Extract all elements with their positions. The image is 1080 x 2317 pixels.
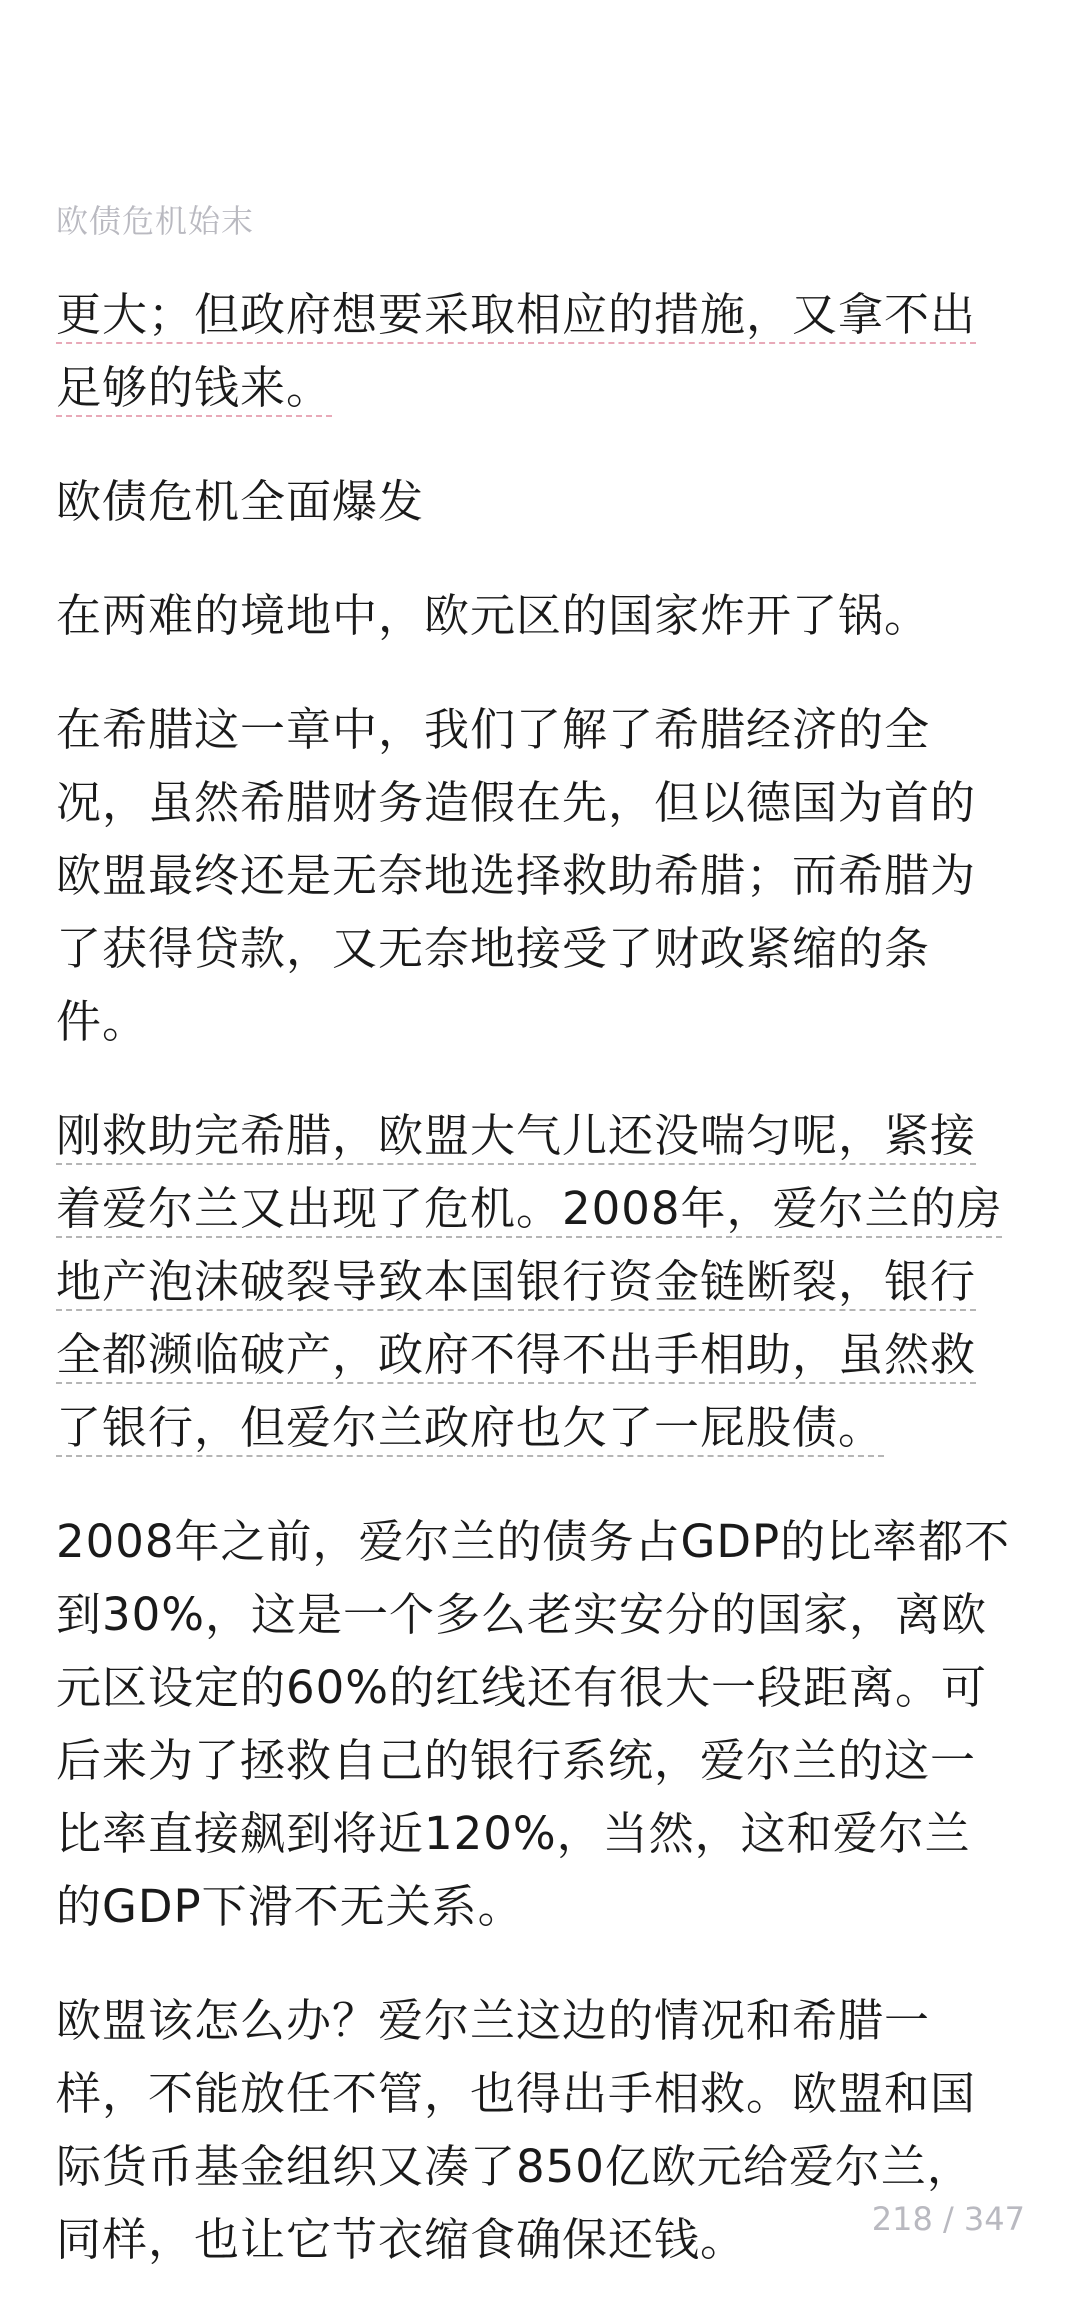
section-heading[interactable]: 欧债危机全面爆发 (56, 475, 425, 528)
paragraph-3[interactable]: 在两难的境地中，欧元区的国家炸开了锅。 (56, 589, 931, 642)
highlighted-text[interactable]: 更大；但政府想要采取相应的措施，又拿不出足够的钱来。 (56, 288, 977, 414)
paragraph-4[interactable]: 在希腊这一章中，我们了解了希腊经济的全况，虽然希腊财务造假在先，但以德国为首的欧盟最终还是无奈地选择救助希腊；而希腊为了获得贷款，又无奈地接受了财政紧缩的条件。 (56, 703, 977, 1048)
paragraph-7[interactable]: 欧盟该怎么办？爱尔兰这边的情况和希腊一样，不能放任不管，也得出手相救。欧盟和国际货币基金组织又凑了850亿欧元给爱尔兰，同样，也让它节衣缩食确保还钱。 (56, 1994, 977, 2266)
page-indicator: 218 / 347 (871, 2200, 1025, 2238)
paragraph-5[interactable] (56, 1099, 1016, 1464)
paragraph-1[interactable] (56, 278, 1016, 424)
reader-content[interactable] (56, 278, 1016, 2317)
chapter-title: 欧债危机始末 (56, 202, 255, 240)
paragraph-6[interactable]: 2008年之前，爱尔兰的债务占GDP的比率都不到30%，这是一个多么老实安分的国家，离欧元区设定的60%的红线还有很大一段距离。可后来为了拯救自己的银行系统，爱尔兰的这一比率直接飙到将近120%，当然，这和爱尔兰的GDP下滑不无关系。 (56, 1515, 1011, 1933)
underlined-text[interactable]: 刚救助完希腊，欧盟大气儿还没喘匀呢，紧接着爱尔兰又出现了危机。2008年，爱尔兰的房地产泡沫破裂导致本国银行资金链断裂，银行全都濒临破产，政府不得不出手相助，虽然救了银行，但爱尔兰政府也欠了一屁股债。 (56, 1109, 1003, 1454)
